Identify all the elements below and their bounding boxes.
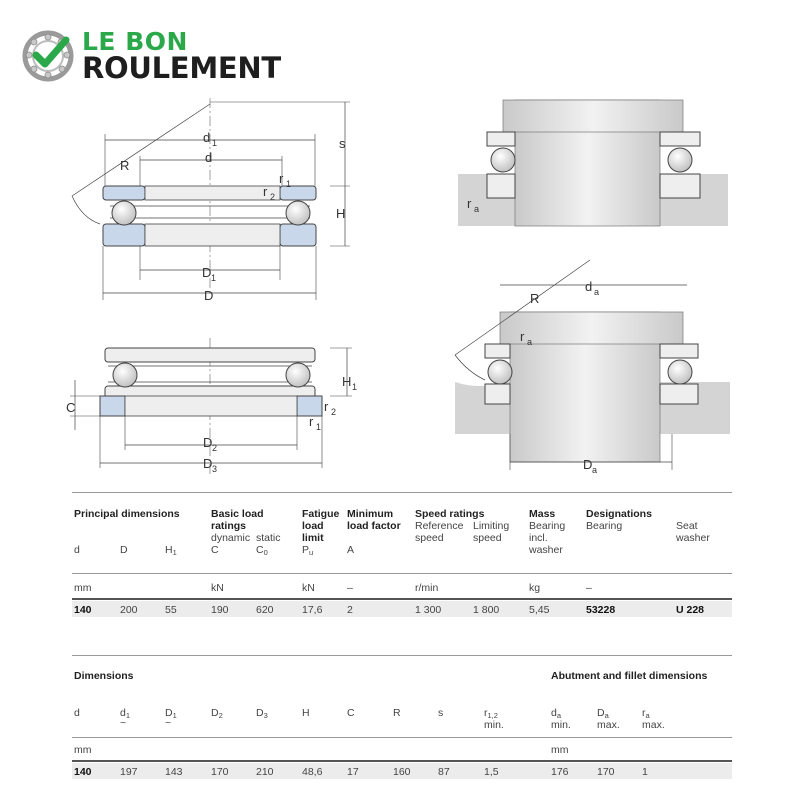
label-r1-sub: 1	[286, 179, 292, 189]
label-ra-top: r	[467, 196, 472, 211]
cell-ref-speed: 1 300	[415, 604, 442, 616]
hdr-fatigue2: load	[302, 520, 324, 532]
label-H1-sub: 1	[352, 382, 358, 392]
label-da-sub: a	[594, 287, 600, 297]
label-Da: D	[583, 457, 593, 472]
label-da: d	[585, 279, 593, 294]
label-R: R	[120, 158, 130, 173]
label-D2: D	[203, 435, 213, 450]
label-r2-sub: 2	[270, 192, 276, 202]
sym2-C: C	[347, 707, 355, 719]
cell2-D3: 210	[256, 766, 274, 778]
cell2-H: 48,6	[302, 766, 323, 778]
hdr-bearing1: Bearing	[529, 520, 566, 532]
cell-Pu: 17,6	[302, 604, 323, 616]
sym-H1: $H_1$	[165, 544, 177, 557]
hdr-mass: Mass	[529, 508, 556, 520]
bearing-drawings	[0, 90, 800, 480]
label-r1b-sub: 1	[316, 422, 322, 432]
hdr-speed: Speed ratings	[415, 508, 485, 520]
label-D2-sub: 2	[212, 443, 218, 453]
logo-line2: ROULEMENT	[82, 51, 281, 85]
unit-kN1: kN	[211, 582, 224, 594]
sym2-d1: $d_1$	[120, 707, 131, 720]
hdr-limiting2: speed	[473, 532, 502, 544]
sym2-s: s	[438, 707, 444, 719]
unit2-mm1: mm	[74, 744, 92, 756]
table1-data-rule	[72, 598, 732, 600]
sym2-r12: $r_{1,2}$	[484, 707, 498, 720]
label-R-b: R	[530, 291, 540, 306]
hdr-bearing2: incl.	[529, 532, 548, 544]
brand-logo[interactable]	[22, 28, 302, 86]
label-H1: H	[342, 374, 352, 389]
cell2-ra: 1	[642, 766, 648, 778]
sym-Pu: $P_u$	[302, 544, 314, 557]
cell2-D1: 143	[165, 766, 183, 778]
label-r1b: r	[309, 414, 314, 429]
unit-rmin: r/min	[415, 582, 439, 594]
hdr-principal: Principal dimensions	[74, 508, 180, 520]
sym2-d: d	[74, 707, 80, 719]
cell-washer: U 228	[676, 604, 705, 616]
cell2-s: 87	[438, 766, 450, 778]
hdr-minload1: Minimum	[347, 508, 394, 520]
table2-data-rule	[72, 760, 732, 762]
hdr-basic2: ratings	[211, 520, 247, 532]
hdr-designations: Designations	[586, 508, 652, 520]
table1-top-rule	[72, 492, 732, 493]
hdr-static: static	[256, 532, 281, 544]
hdr-limiting1: Limiting	[473, 520, 510, 532]
drawing-flat-seat	[72, 98, 350, 303]
hdr-seat1: Seat	[676, 520, 698, 532]
hdr-bearing3: washer	[529, 544, 563, 556]
cell-d: 140	[74, 604, 92, 616]
sym-D: D	[120, 544, 128, 556]
logo-line1: LE BON	[82, 27, 188, 56]
cell-C0: 620	[256, 604, 274, 616]
sym-d: d	[74, 544, 80, 556]
drawing-mounting-seat	[455, 260, 730, 475]
cell2-d: 140	[74, 766, 92, 778]
unit2-mm2: mm	[551, 744, 569, 756]
hdr-basic1: Basic load	[211, 508, 264, 520]
label-C: C	[66, 400, 76, 415]
cell-lim-speed: 1 800	[473, 604, 500, 616]
label-ra-b: r	[520, 329, 525, 344]
hdr-abutment: Abutment and fillet dimensions	[551, 670, 708, 682]
label-H: H	[336, 206, 346, 221]
label-Da-sub: a	[592, 465, 598, 475]
cell-A: 2	[347, 604, 353, 616]
hdr-reference1: Reference	[415, 520, 464, 532]
sym2-Da: $D_a$	[597, 707, 609, 720]
label-ra-top-sub: a	[474, 204, 480, 214]
hdr-dynamic: dynamic	[211, 532, 251, 544]
label-D3: D	[203, 456, 213, 471]
sym2-da-note: min.	[551, 719, 571, 731]
sym2-D1: $D_1$	[165, 707, 177, 720]
cell2-Da: 170	[597, 766, 615, 778]
cell2-d1: 197	[120, 766, 138, 778]
label-D1-sub: 1	[211, 273, 217, 283]
cell2-R: 160	[393, 766, 411, 778]
cell2-D2: 170	[211, 766, 229, 778]
label-ra-b-sub: a	[527, 337, 533, 347]
label-r2: r	[263, 184, 268, 199]
cell-H1: 55	[165, 604, 177, 616]
cell2-r12: 1,5	[484, 766, 499, 778]
check-bearing-icon	[22, 28, 76, 82]
cell-D: 200	[120, 604, 138, 616]
sym2-ra-note: max.	[642, 719, 665, 731]
label-r1: r	[279, 171, 284, 186]
hdr-desig-bearing: Bearing	[586, 520, 623, 532]
table2-mid-rule	[72, 737, 732, 738]
hdr-fatigue3: limit	[302, 532, 324, 544]
sym2-ra: $r_a$	[642, 707, 650, 720]
label-D: D	[204, 288, 214, 303]
label-r2b: r	[324, 399, 329, 414]
sym2-D3: $D_3$	[256, 707, 268, 720]
label-d1: d	[203, 130, 211, 145]
sym2-da: $d_a$	[551, 707, 562, 720]
sym2-D2: $D_2$	[211, 707, 223, 720]
label-d: d	[205, 150, 213, 165]
table1-mid-rule	[72, 573, 732, 574]
sym2-D1-mark: ~	[165, 717, 172, 729]
sym2-Da-note: max.	[597, 719, 620, 731]
sym2-H: H	[302, 707, 310, 719]
unit-kg: kg	[529, 582, 541, 594]
table2-top-rule	[72, 655, 732, 656]
cell2-C: 17	[347, 766, 359, 778]
cell-bearing: 53228	[586, 604, 616, 616]
hdr-reference2: speed	[415, 532, 444, 544]
label-s: s	[339, 136, 346, 151]
cell-mass: 5,45	[529, 604, 550, 616]
unit-kN2: kN	[302, 582, 315, 594]
hdr-minload2: load factor	[347, 520, 401, 532]
sym-C: C	[211, 544, 219, 556]
sym2-d1-mark: ~	[120, 717, 127, 729]
unit-dash1: –	[347, 582, 353, 594]
cell2-da: 176	[551, 766, 569, 778]
drawing-seat-washer	[66, 338, 357, 475]
drawing-mounting-flat	[458, 100, 728, 226]
sym2-r12-note: min.	[484, 719, 504, 731]
hdr-seat2: washer	[676, 532, 710, 544]
sym-A: A	[347, 544, 355, 556]
label-d1-sub: 1	[212, 138, 218, 148]
label-D1: D	[202, 265, 212, 280]
label-D3-sub: 3	[212, 464, 218, 474]
unit-mm: mm	[74, 582, 92, 594]
cell-C: 190	[211, 604, 229, 616]
label-r2b-sub: 2	[331, 407, 337, 417]
unit-dash2: –	[586, 582, 592, 594]
sym-C0: $C_0$	[256, 544, 268, 557]
hdr-dimensions: Dimensions	[74, 670, 134, 682]
hdr-fatigue1: Fatigue	[302, 508, 340, 520]
sym2-R: R	[393, 707, 401, 719]
